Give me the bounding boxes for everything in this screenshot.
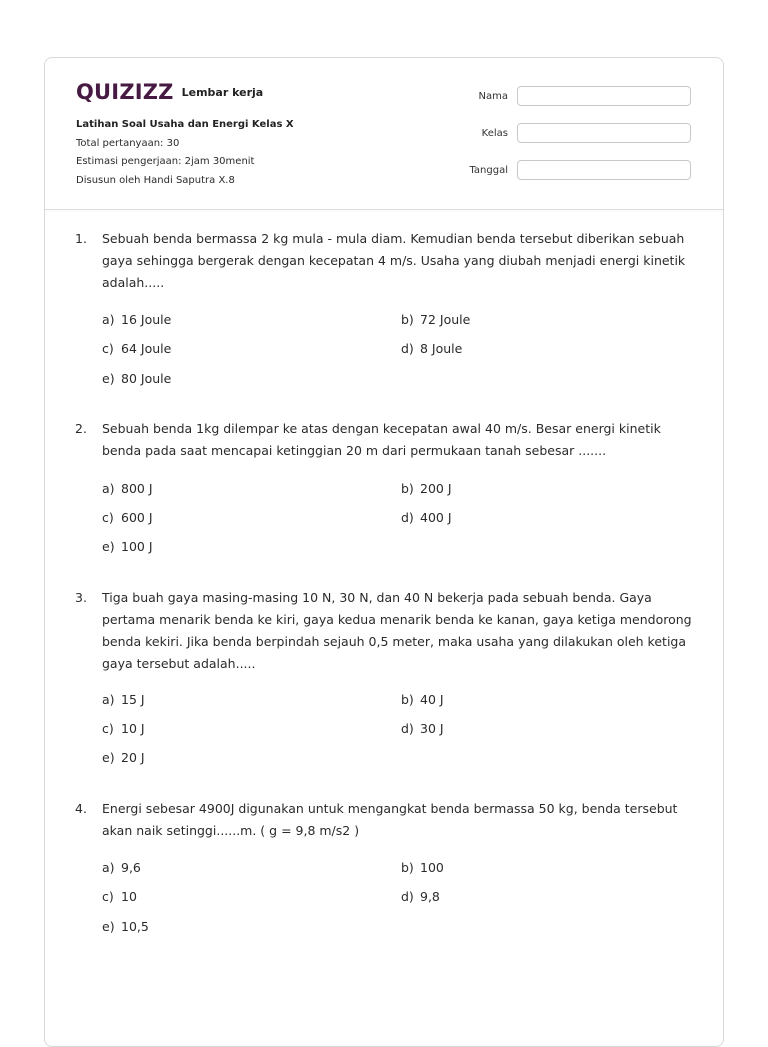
option-a: a) 15 J [102, 692, 145, 707]
option-e: e) 20 J [102, 750, 145, 765]
name-label: Nama [478, 90, 508, 102]
option-e: e) 100 J [102, 539, 153, 554]
author: Disusun oleh Handi Saputra X.8 [76, 174, 235, 186]
quizizz-logo: QUIZIZZ [76, 80, 174, 104]
quiz-title: Latihan Soal Usaha dan Energi Kelas X [76, 119, 294, 130]
estimated-time: Estimasi pengerjaan: 2jam 30menit [76, 156, 255, 167]
option-c: c) 10 J [102, 721, 145, 736]
class-input[interactable] [517, 123, 691, 143]
option-b: b) 100 [401, 860, 444, 875]
question-number: 4. [75, 801, 87, 816]
question-number: 1. [75, 231, 87, 246]
question-text: Tiga buah gaya masing-masing 10 N, 30 N, dan 40 N bekerja pada sebuah benda. Gaya pertama menarik benda ke kiri, gaya kedua menarik benda ke kanan, gaya ketiga mendorong benda kekiri. Jika benda berpindah sejauh 0,5 meter, maka usaha yang dilakukan oleh ketiga gaya tersebut adalah..... [102, 590, 692, 671]
option-a: a) 800 J [102, 481, 153, 496]
option-d: d) 9,8 [401, 889, 440, 904]
option-d: d) 8 Joule [401, 341, 463, 356]
quiz-meta [76, 116, 294, 190]
date-input[interactable] [517, 160, 691, 180]
worksheet-subtitle: Lembar kerja [181, 85, 264, 99]
option-a: a) 9,6 [102, 860, 141, 875]
question-number: 2. [75, 421, 87, 436]
option-b: b) 40 J [401, 692, 444, 707]
option-d: d) 400 J [401, 510, 452, 525]
question-text: Sebuah benda bermassa 2 kg mula - mula diam. Kemudian benda tersebut diberikan sebuah gaya sehingga bergerak dengan kecepatan 4 m/s. Usaha yang diubah menjadi energi kinetik adalah..... [102, 231, 686, 290]
class-label: Kelas [481, 127, 508, 139]
date-label: Tanggal [469, 164, 508, 176]
worksheet-page [44, 57, 724, 1047]
date-field [448, 160, 691, 180]
worksheet-header [45, 58, 723, 210]
option-d: d) 30 J [401, 721, 444, 736]
question-number: 3. [75, 590, 87, 605]
brand [76, 80, 263, 104]
class-field [448, 123, 691, 143]
option-c: c) 64 Joule [102, 341, 172, 356]
name-input[interactable] [517, 86, 691, 106]
option-e: e) 80 Joule [102, 371, 172, 386]
option-e: e) 10,5 [102, 919, 149, 934]
question-text: Energi sebesar 4900J digunakan untuk mengangkat benda bermassa 50 kg, benda tersebut akan naik setinggi......m. ( g = 9,8 m/s2 ) [102, 801, 678, 838]
option-c: c) 10 [102, 889, 137, 904]
option-b: b) 72 Joule [401, 312, 471, 327]
question-text: Sebuah benda 1kg dilempar ke atas dengan kecepatan awal 40 m/s. Besar energi kinetik benda pada saat mencapai ketinggian 20 m dari permukaan tanah sebesar ....... [102, 421, 661, 458]
option-a: a) 16 Joule [102, 312, 172, 327]
option-b: b) 200 J [401, 481, 452, 496]
name-field [448, 86, 691, 106]
option-c: c) 600 J [102, 510, 153, 525]
total-questions: Total pertanyaan: 30 [76, 137, 180, 149]
